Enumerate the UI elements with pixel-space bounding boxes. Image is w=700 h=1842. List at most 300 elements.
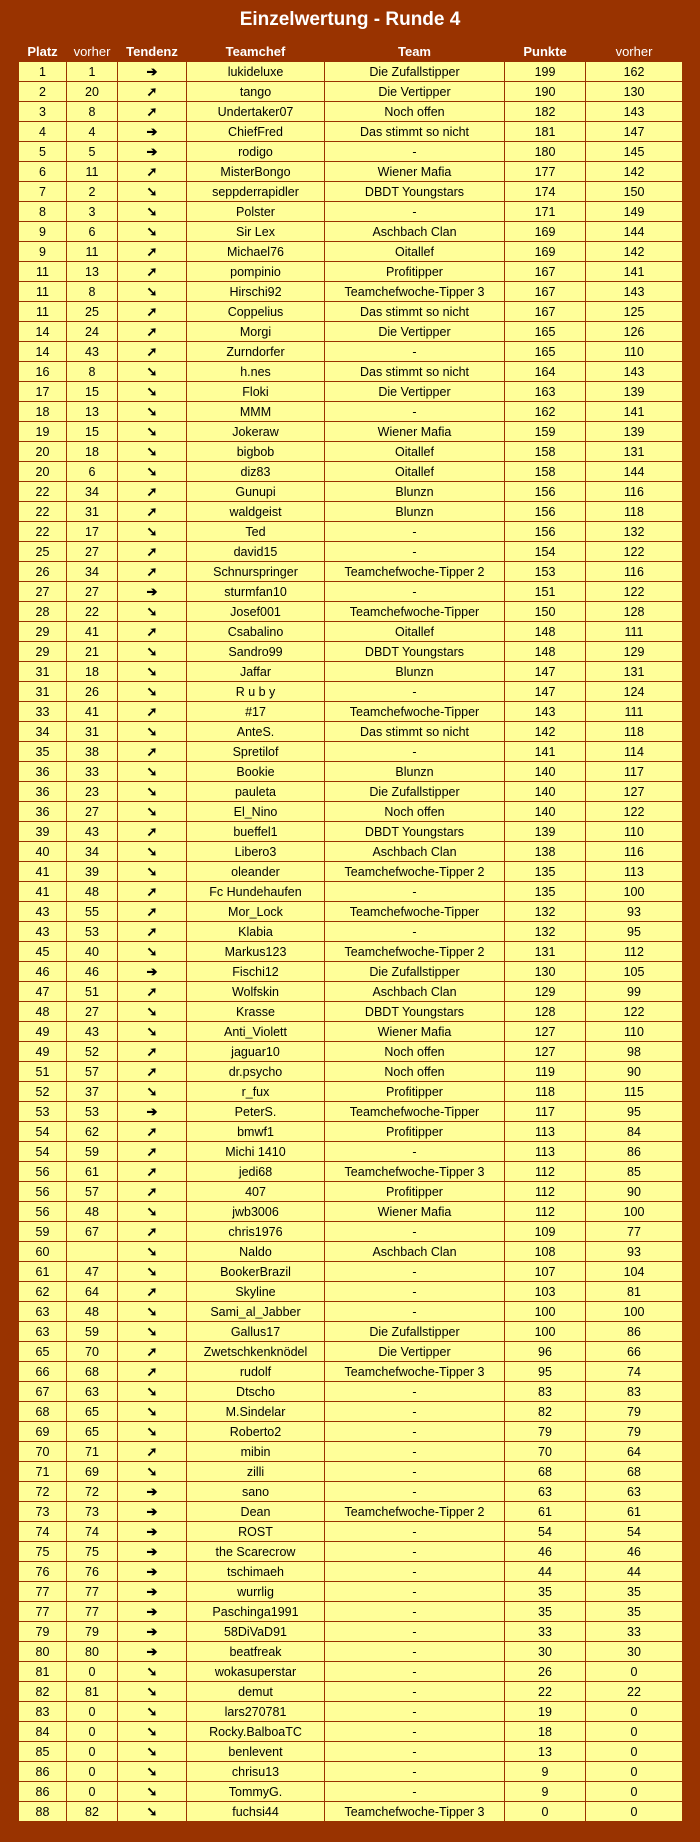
tendenz-down-icon: ➘	[118, 1462, 187, 1482]
cell-vorher-punkte: 150	[586, 182, 683, 202]
tendenz-right-icon: ➔	[118, 142, 187, 162]
tendenz-right-icon: ➔	[118, 1482, 187, 1502]
tendenz-up-icon: ➚	[118, 502, 187, 522]
cell-punkte: 135	[505, 882, 586, 902]
cell-team: Das stimmt so nicht	[325, 122, 505, 142]
cell-vorher-punkte: 63	[586, 1482, 683, 1502]
cell-team: Profitipper	[325, 1122, 505, 1142]
cell-team: -	[325, 882, 505, 902]
table-row	[19, 1542, 683, 1562]
table-row	[19, 1082, 683, 1102]
tendenz-right-icon: ➔	[118, 1522, 187, 1542]
tendenz-up-icon: ➚	[118, 1122, 187, 1142]
cell-team: -	[325, 1282, 505, 1302]
cell-vorher-punkte: 114	[586, 742, 683, 762]
cell-vorher-platz: 80	[67, 1642, 118, 1662]
cell-platz: 41	[19, 882, 67, 902]
cell-punkte: 147	[505, 682, 586, 702]
table-row	[19, 1682, 683, 1702]
cell-teamchef: 407	[187, 1182, 325, 1202]
cell-vorher-platz: 59	[67, 1322, 118, 1342]
cell-vorher-platz: 38	[67, 742, 118, 762]
cell-teamchef: Spretilof	[187, 742, 325, 762]
cell-vorher-punkte: 33	[586, 1622, 683, 1642]
cell-vorher-punkte: 142	[586, 162, 683, 182]
cell-punkte: 156	[505, 502, 586, 522]
cell-team: Teamchefwoche-Tipper 3	[325, 1162, 505, 1182]
table-row	[19, 1102, 683, 1122]
tendenz-up-icon: ➚	[118, 902, 187, 922]
cell-punkte: 129	[505, 982, 586, 1002]
cell-platz: 67	[19, 1382, 67, 1402]
cell-vorher-platz: 37	[67, 1082, 118, 1102]
cell-team: Teamchefwoche-Tipper 2	[325, 942, 505, 962]
cell-teamchef: pauleta	[187, 782, 325, 802]
cell-punkte: 162	[505, 402, 586, 422]
cell-vorher-platz: 63	[67, 1382, 118, 1402]
cell-vorher-punkte: 93	[586, 902, 683, 922]
cell-vorher-punkte: 116	[586, 842, 683, 862]
cell-team: -	[325, 1482, 505, 1502]
cell-platz: 49	[19, 1042, 67, 1062]
cell-team: Teamchefwoche-Tipper 2	[325, 562, 505, 582]
tendenz-right-icon: ➔	[118, 1602, 187, 1622]
cell-vorher-punkte: 122	[586, 542, 683, 562]
cell-vorher-platz: 13	[67, 262, 118, 282]
cell-vorher-platz: 21	[67, 642, 118, 662]
cell-team: Wiener Mafia	[325, 422, 505, 442]
cell-vorher-platz: 6	[67, 222, 118, 242]
cell-teamchef: sano	[187, 1482, 325, 1502]
cell-vorher-platz: 52	[67, 1042, 118, 1062]
cell-team: DBDT Youngstars	[325, 642, 505, 662]
cell-vorher-punkte: 111	[586, 622, 683, 642]
header-platz: Platz	[27, 44, 58, 59]
cell-teamchef: Morgi	[187, 322, 325, 342]
cell-platz: 56	[19, 1202, 67, 1222]
cell-platz: 77	[19, 1582, 67, 1602]
tendenz-right-icon: ➔	[118, 1582, 187, 1602]
tendenz-down-icon: ➘	[118, 1022, 187, 1042]
cell-teamchef: Fischi12	[187, 962, 325, 982]
cell-team: Die Vertipper	[325, 82, 505, 102]
cell-punkte: 112	[505, 1162, 586, 1182]
cell-vorher-platz: 34	[67, 562, 118, 582]
table-row	[19, 362, 683, 382]
cell-vorher-punkte: 81	[586, 1282, 683, 1302]
cell-teamchef: Dean	[187, 1502, 325, 1522]
table-row	[19, 662, 683, 682]
tendenz-up-icon: ➚	[118, 702, 187, 722]
cell-punkte: 112	[505, 1182, 586, 1202]
cell-vorher-punkte: 116	[586, 562, 683, 582]
cell-team: -	[325, 1702, 505, 1722]
tendenz-right-icon: ➔	[118, 582, 187, 602]
cell-teamchef: waldgeist	[187, 502, 325, 522]
table-row	[19, 1642, 683, 1662]
cell-teamchef: bueffel1	[187, 822, 325, 842]
table-row	[19, 822, 683, 842]
cell-punkte: 35	[505, 1582, 586, 1602]
cell-teamchef: Jaffar	[187, 662, 325, 682]
cell-vorher-platz: 0	[67, 1662, 118, 1682]
cell-vorher-punkte: 113	[586, 862, 683, 882]
cell-platz: 49	[19, 1022, 67, 1042]
cell-platz: 75	[19, 1542, 67, 1562]
cell-team: Die Zufallstipper	[325, 962, 505, 982]
table-row	[19, 1602, 683, 1622]
cell-team: Das stimmt so nicht	[325, 722, 505, 742]
cell-vorher-punkte: 110	[586, 342, 683, 362]
table-row	[19, 122, 683, 142]
cell-team: -	[325, 1442, 505, 1462]
table-row	[19, 762, 683, 782]
cell-punkte: 128	[505, 1002, 586, 1022]
cell-teamchef: h.nes	[187, 362, 325, 382]
table-row	[19, 62, 683, 82]
cell-platz: 63	[19, 1302, 67, 1322]
cell-teamchef: rudolf	[187, 1362, 325, 1382]
cell-team: -	[325, 1682, 505, 1702]
cell-team: Teamchefwoche-Tipper 3	[325, 1362, 505, 1382]
cell-vorher-punkte: 0	[586, 1702, 683, 1722]
cell-punkte: 103	[505, 1282, 586, 1302]
cell-team: Wiener Mafia	[325, 1022, 505, 1042]
cell-teamchef: mibin	[187, 1442, 325, 1462]
cell-teamchef: 58DiVaD91	[187, 1622, 325, 1642]
cell-punkte: 108	[505, 1242, 586, 1262]
tendenz-down-icon: ➘	[118, 222, 187, 242]
cell-vorher-punkte: 129	[586, 642, 683, 662]
cell-team: Die Vertipper	[325, 322, 505, 342]
cell-vorher-platz: 1	[67, 62, 118, 82]
cell-vorher-punkte: 130	[586, 82, 683, 102]
table-row	[19, 462, 683, 482]
cell-platz: 8	[19, 202, 67, 222]
cell-platz: 77	[19, 1602, 67, 1622]
cell-vorher-platz: 18	[67, 442, 118, 462]
cell-platz: 5	[19, 142, 67, 162]
cell-teamchef: beatfreak	[187, 1642, 325, 1662]
cell-vorher-punkte: 139	[586, 422, 683, 442]
table-row	[19, 1562, 683, 1582]
cell-punkte: 158	[505, 442, 586, 462]
cell-team: -	[325, 1762, 505, 1782]
cell-vorher-platz: 27	[67, 582, 118, 602]
tendenz-up-icon: ➚	[118, 262, 187, 282]
tendenz-down-icon: ➘	[118, 1402, 187, 1422]
cell-teamchef: Sami_al_Jabber	[187, 1302, 325, 1322]
cell-teamchef: jaguar10	[187, 1042, 325, 1062]
cell-team: Teamchefwoche-Tipper	[325, 1102, 505, 1122]
cell-teamchef: Rocky.BalboaTC	[187, 1722, 325, 1742]
table-row	[19, 1002, 683, 1022]
tendenz-down-icon: ➘	[118, 682, 187, 702]
cell-vorher-platz: 75	[67, 1542, 118, 1562]
cell-team: Teamchefwoche-Tipper	[325, 902, 505, 922]
tendenz-down-icon: ➘	[118, 202, 187, 222]
cell-punkte: 165	[505, 342, 586, 362]
table-row	[19, 1262, 683, 1282]
table-row	[19, 222, 683, 242]
cell-punkte: 156	[505, 482, 586, 502]
cell-vorher-platz: 8	[67, 362, 118, 382]
cell-team: Aschbach Clan	[325, 842, 505, 862]
cell-teamchef: Sir Lex	[187, 222, 325, 242]
tendenz-up-icon: ➚	[118, 542, 187, 562]
header-tendenz: Tendenz	[126, 44, 178, 59]
cell-vorher-punkte: 105	[586, 962, 683, 982]
cell-punkte: 83	[505, 1382, 586, 1402]
tendenz-up-icon: ➚	[118, 1282, 187, 1302]
cell-punkte: 130	[505, 962, 586, 982]
cell-platz: 11	[19, 302, 67, 322]
cell-punkte: 177	[505, 162, 586, 182]
cell-vorher-punkte: 95	[586, 922, 683, 942]
cell-vorher-punkte: 118	[586, 502, 683, 522]
cell-vorher-punkte: 118	[586, 722, 683, 742]
table-row	[19, 442, 683, 462]
cell-vorher-punkte: 143	[586, 362, 683, 382]
cell-vorher-punkte: 86	[586, 1142, 683, 1162]
header-team: Team	[398, 44, 431, 59]
cell-team: Noch offen	[325, 802, 505, 822]
cell-teamchef: Michi 1410	[187, 1142, 325, 1162]
cell-teamchef: david15	[187, 542, 325, 562]
tendenz-down-icon: ➘	[118, 1802, 187, 1822]
tendenz-down-icon: ➘	[118, 1322, 187, 1342]
cell-punkte: 9	[505, 1782, 586, 1802]
tendenz-down-icon: ➘	[118, 1742, 187, 1762]
cell-platz: 17	[19, 382, 67, 402]
cell-platz: 54	[19, 1142, 67, 1162]
cell-team: -	[325, 1582, 505, 1602]
tendenz-down-icon: ➘	[118, 1662, 187, 1682]
tendenz-up-icon: ➚	[118, 882, 187, 902]
cell-platz: 6	[19, 162, 67, 182]
cell-team: Blunzn	[325, 502, 505, 522]
cell-punkte: 112	[505, 1202, 586, 1222]
cell-vorher-platz: 43	[67, 822, 118, 842]
cell-platz: 11	[19, 282, 67, 302]
cell-team: Wiener Mafia	[325, 162, 505, 182]
table-row	[19, 1802, 683, 1822]
cell-team: Die Vertipper	[325, 382, 505, 402]
cell-platz: 47	[19, 982, 67, 1002]
cell-team: -	[325, 1402, 505, 1422]
page-title: Einzelwertung - Runde 4	[239, 9, 461, 30]
tendenz-right-icon: ➔	[118, 122, 187, 142]
cell-platz: 33	[19, 702, 67, 722]
cell-vorher-punkte: 0	[586, 1762, 683, 1782]
cell-vorher-platz: 74	[67, 1522, 118, 1542]
cell-vorher-punkte: 0	[586, 1802, 683, 1822]
tendenz-up-icon: ➚	[118, 322, 187, 342]
cell-punkte: 117	[505, 1102, 586, 1122]
tendenz-up-icon: ➚	[118, 82, 187, 102]
table-row	[19, 682, 683, 702]
cell-platz: 70	[19, 1442, 67, 1462]
cell-teamchef: Floki	[187, 382, 325, 402]
cell-vorher-platz: 27	[67, 802, 118, 822]
cell-vorher-punkte: 66	[586, 1342, 683, 1362]
cell-vorher-punkte: 112	[586, 942, 683, 962]
cell-platz: 51	[19, 1062, 67, 1082]
cell-platz: 53	[19, 1102, 67, 1122]
cell-platz: 74	[19, 1522, 67, 1542]
cell-teamchef: bigbob	[187, 442, 325, 462]
tendenz-up-icon: ➚	[118, 1362, 187, 1382]
cell-platz: 85	[19, 1742, 67, 1762]
cell-vorher-punkte: 145	[586, 142, 683, 162]
cell-vorher-punkte: 162	[586, 62, 683, 82]
cell-teamchef: jedi68	[187, 1162, 325, 1182]
cell-vorher-punkte: 122	[586, 1002, 683, 1022]
cell-platz: 83	[19, 1702, 67, 1722]
cell-teamchef: the Scarecrow	[187, 1542, 325, 1562]
cell-platz: 71	[19, 1462, 67, 1482]
cell-vorher-platz: 82	[67, 1802, 118, 1822]
cell-platz: 56	[19, 1182, 67, 1202]
table-row	[19, 782, 683, 802]
tendenz-up-icon: ➚	[118, 482, 187, 502]
cell-vorher-punkte: 0	[586, 1722, 683, 1742]
cell-vorher-punkte: 0	[586, 1662, 683, 1682]
cell-vorher-punkte: 99	[586, 982, 683, 1002]
cell-teamchef: jwb3006	[187, 1202, 325, 1222]
tendenz-right-icon: ➔	[118, 1102, 187, 1122]
cell-team: -	[325, 1622, 505, 1642]
cell-platz: 62	[19, 1282, 67, 1302]
cell-teamchef: ChiefFred	[187, 122, 325, 142]
table-row	[19, 922, 683, 942]
table-row	[19, 282, 683, 302]
cell-vorher-punkte: 0	[586, 1742, 683, 1762]
cell-platz: 7	[19, 182, 67, 202]
cell-team: Die Zufallstipper	[325, 62, 505, 82]
cell-teamchef: Wolfskin	[187, 982, 325, 1002]
cell-vorher-punkte: 111	[586, 702, 683, 722]
tendenz-down-icon: ➘	[118, 1422, 187, 1442]
tendenz-up-icon: ➚	[118, 562, 187, 582]
cell-punkte: 82	[505, 1402, 586, 1422]
cell-vorher-platz: 71	[67, 1442, 118, 1462]
tendenz-down-icon: ➘	[118, 722, 187, 742]
cell-vorher-platz: 8	[67, 282, 118, 302]
cell-vorher-platz: 27	[67, 542, 118, 562]
cell-vorher-punkte: 143	[586, 282, 683, 302]
cell-vorher-punkte: 46	[586, 1542, 683, 1562]
cell-team: DBDT Youngstars	[325, 822, 505, 842]
tendenz-up-icon: ➚	[118, 1342, 187, 1362]
cell-teamchef: Michael76	[187, 242, 325, 262]
cell-platz: 11	[19, 262, 67, 282]
tendenz-up-icon: ➚	[118, 922, 187, 942]
cell-punkte: 127	[505, 1022, 586, 1042]
cell-vorher-punkte: 132	[586, 522, 683, 542]
cell-vorher-punkte: 30	[586, 1642, 683, 1662]
tendenz-down-icon: ➘	[118, 442, 187, 462]
tendenz-down-icon: ➘	[118, 1202, 187, 1222]
cell-punkte: 169	[505, 242, 586, 262]
table-row	[19, 1202, 683, 1222]
cell-punkte: 165	[505, 322, 586, 342]
cell-punkte: 63	[505, 1482, 586, 1502]
cell-punkte: 79	[505, 1422, 586, 1442]
cell-punkte: 140	[505, 762, 586, 782]
table-row	[19, 702, 683, 722]
cell-vorher-punkte: 128	[586, 602, 683, 622]
cell-vorher-platz: 0	[67, 1762, 118, 1782]
cell-platz: 19	[19, 422, 67, 442]
cell-teamchef: wokasuperstar	[187, 1662, 325, 1682]
cell-team: -	[325, 1522, 505, 1542]
cell-vorher-punkte: 84	[586, 1122, 683, 1142]
cell-vorher-punkte: 98	[586, 1042, 683, 1062]
table-row	[19, 1022, 683, 1042]
cell-punkte: 33	[505, 1622, 586, 1642]
cell-vorher-platz: 51	[67, 982, 118, 1002]
table-row	[19, 602, 683, 622]
cell-teamchef: Bookie	[187, 762, 325, 782]
cell-teamchef: Naldo	[187, 1242, 325, 1262]
cell-team: Teamchefwoche-Tipper	[325, 602, 505, 622]
cell-vorher-punkte: 147	[586, 122, 683, 142]
tendenz-down-icon: ➘	[118, 942, 187, 962]
cell-vorher-punkte: 125	[586, 302, 683, 322]
tendenz-down-icon: ➘	[118, 382, 187, 402]
cell-platz: 41	[19, 862, 67, 882]
cell-vorher-platz: 41	[67, 622, 118, 642]
cell-vorher-platz: 43	[67, 1022, 118, 1042]
table-row	[19, 1442, 683, 1462]
cell-team: Wiener Mafia	[325, 1202, 505, 1222]
cell-team: Profitipper	[325, 1082, 505, 1102]
cell-team: Oitallef	[325, 462, 505, 482]
cell-punkte: 131	[505, 942, 586, 962]
cell-platz: 35	[19, 742, 67, 762]
cell-vorher-platz: 20	[67, 82, 118, 102]
cell-punkte: 171	[505, 202, 586, 222]
cell-platz: 84	[19, 1722, 67, 1742]
table-row	[19, 382, 683, 402]
cell-punkte: 141	[505, 742, 586, 762]
tendenz-down-icon: ➘	[118, 422, 187, 442]
cell-platz: 9	[19, 242, 67, 262]
cell-teamchef: Zwetschkenknödel	[187, 1342, 325, 1362]
table-row	[19, 342, 683, 362]
cell-vorher-punkte: 104	[586, 1262, 683, 1282]
cell-teamchef: zilli	[187, 1462, 325, 1482]
cell-vorher-platz: 72	[67, 1482, 118, 1502]
tendenz-down-icon: ➘	[118, 1082, 187, 1102]
cell-platz: 14	[19, 322, 67, 342]
tendenz-right-icon: ➔	[118, 1642, 187, 1662]
cell-teamchef: AnteS.	[187, 722, 325, 742]
table-row	[19, 1362, 683, 1382]
cell-platz: 40	[19, 842, 67, 862]
cell-vorher-platz: 0	[67, 1722, 118, 1742]
cell-platz: 80	[19, 1642, 67, 1662]
cell-vorher-platz: 6	[67, 462, 118, 482]
cell-platz: 39	[19, 822, 67, 842]
tendenz-down-icon: ➘	[118, 182, 187, 202]
cell-team: -	[325, 682, 505, 702]
tendenz-up-icon: ➚	[118, 982, 187, 1002]
cell-teamchef: #17	[187, 702, 325, 722]
cell-platz: 59	[19, 1222, 67, 1242]
cell-vorher-platz: 33	[67, 762, 118, 782]
